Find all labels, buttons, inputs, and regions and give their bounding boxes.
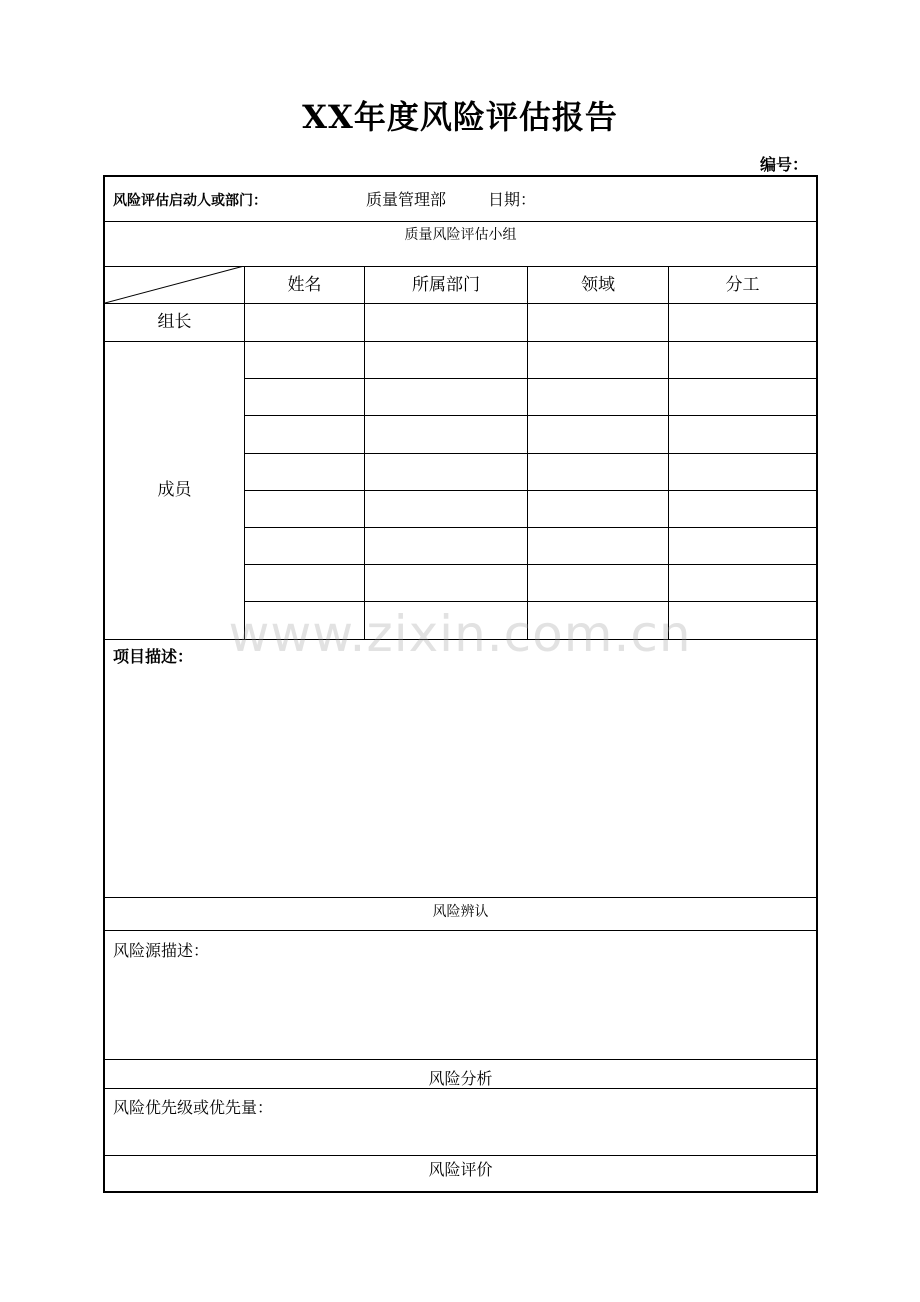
column-header-department: 所属部门 [412, 275, 480, 295]
column-header-field: 领域 [581, 275, 615, 295]
row-divider [105, 1059, 816, 1060]
members-label: 成员 [157, 480, 192, 500]
risk-analysis-heading: 风险分析 [428, 1069, 493, 1088]
risk-identification-heading: 风险辨认 [432, 904, 489, 920]
team-title: 质量风险评估小组 [404, 227, 517, 243]
row-divider [105, 897, 816, 898]
row-divider [244, 415, 816, 416]
row-divider [244, 453, 816, 454]
row-divider [244, 601, 816, 602]
column-divider [668, 266, 669, 639]
row-divider [244, 527, 816, 528]
risk-source-label: 风险源描述： [113, 941, 210, 960]
column-divider [527, 266, 528, 639]
initiator-label: 风险评估启动人或部门： [113, 193, 267, 209]
row-divider [244, 378, 816, 379]
column-divider [244, 266, 245, 639]
row-divider [105, 341, 816, 342]
row-divider [244, 490, 816, 491]
column-header-duty: 分工 [725, 275, 760, 295]
diagonal-header-cell [105, 266, 245, 304]
date-label: 日期： [488, 190, 537, 209]
row-divider [105, 221, 816, 222]
initiator-value: 质量管理部 [366, 190, 447, 209]
risk-assessment-form [103, 175, 818, 1193]
row-divider [105, 639, 816, 640]
watermark: www.zixin.com.cn [228, 605, 692, 663]
row-divider [105, 930, 816, 931]
report-title: XX年度风险评估报告 [302, 98, 618, 136]
row-divider [244, 564, 816, 565]
row-divider [105, 1155, 816, 1156]
leader-label: 组长 [157, 312, 192, 332]
project-description-label: 项目描述： [113, 647, 194, 666]
risk-priority-label: 风险优先级或优先量： [113, 1098, 274, 1117]
column-header-name: 姓名 [287, 275, 322, 295]
risk-evaluation-heading: 风险评价 [428, 1160, 493, 1179]
column-divider [364, 266, 365, 639]
serial-number-label: 编号： [759, 155, 808, 174]
